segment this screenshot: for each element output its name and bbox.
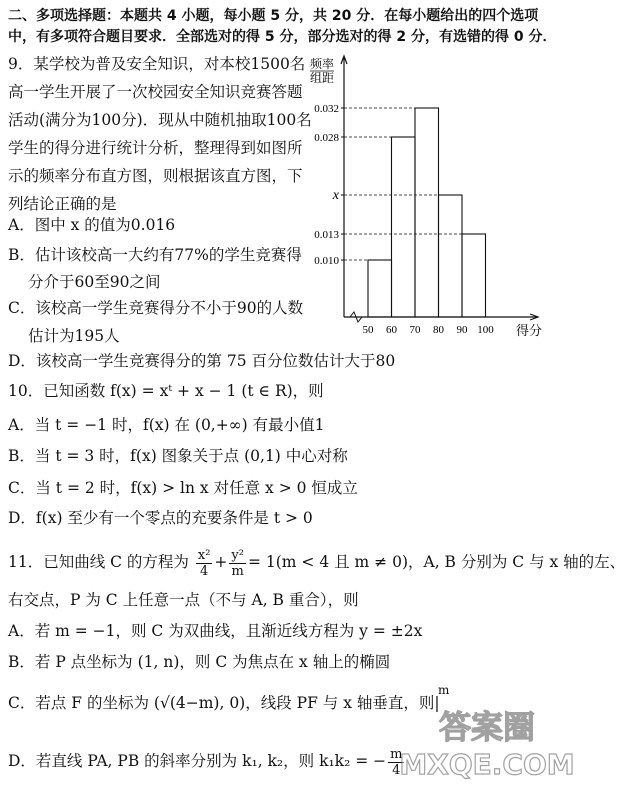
- q11-plus: +: [214, 553, 228, 571]
- q11-optd-num: m: [390, 746, 403, 762]
- section-header-line2: 中，有多项符合题目要求．全部选对的得 5 分，部分选对的得 2 分，有选错的得 0 分．: [8, 29, 557, 45]
- q11-option-c: C．若点 F 的坐标为 (√(4−m), 0)，线段 PF 与 x 轴垂直，则|: [8, 694, 440, 712]
- q9-option-c-cont: 估计为195人: [28, 327, 120, 345]
- q9-option-b: B．估计该校高一大约有77%的学生竞赛得: [8, 246, 302, 264]
- q11-frac2-num: y²: [231, 547, 244, 563]
- q11-option-b: B．若 P 点坐标为 (1, n)，则 C 为焦点在 x 轴上的椭圆: [8, 653, 391, 671]
- q11-stem-cont: 右交点，P 为 C 上任意一点（不与 A, B 重合），则: [8, 591, 359, 609]
- x-tick-label: 80: [433, 324, 444, 336]
- x-axis-label: 得分: [516, 323, 543, 338]
- q11-stem-post: = 1(m < 4 且 m ≠ 0)，A, B 分别为 C 与 x 轴的左、: [247, 553, 625, 571]
- y-tick-label: x: [332, 188, 339, 203]
- x-tick-label: 90: [456, 324, 468, 336]
- q9-option-a: A．图中 x 的值为0.016: [8, 216, 176, 234]
- q11-frac1-den: 4: [200, 563, 209, 579]
- histogram-bar: [415, 108, 439, 317]
- q10-option-b: B．当 t = 3 时，f(x) 图象关于点 (0,1) 中心对称: [8, 447, 348, 465]
- q10-option-d: D．f(x) 至少有一个零点的充要条件是 t > 0: [8, 509, 313, 527]
- q10-stem: 10．已知函数 f(x) = xᵗ + x − 1 (t ∈ R)，则: [8, 382, 324, 400]
- histogram-bar: [392, 137, 416, 317]
- section-header-line1: 二、多项选择题：本题共 4 小题，每小题 5 分，共 20 分．在每小题给出的四个选项: [8, 8, 539, 24]
- q11-stem-pre: 11．已知曲线 C 的方程为: [8, 553, 189, 571]
- x-tick-label: 70: [409, 324, 421, 336]
- q9-stem-line: 9．某学校为普及安全知识，对本校1500名: [8, 55, 306, 73]
- q11-frac1-num: x²: [197, 547, 211, 563]
- q9-stem-line: 高一学生开展了一次校园安全知识竞赛答题: [8, 83, 303, 101]
- q9-stem-line: 活动(满分为100分)．现从中随机抽取100名: [8, 111, 312, 129]
- y-tick-label: 0.028: [314, 132, 339, 144]
- q9-stem-line: 示的频率分布直方图，则根据该直方图，下: [8, 167, 303, 185]
- q9-option-d: D．该校高一学生竞赛得分的第 75 百分位数估计大于80: [8, 352, 396, 370]
- q10-option-a: A．当 t = −1 时，f(x) 在 (0,+∞) 有最小值1: [8, 416, 325, 434]
- frequency-histogram: [300, 52, 550, 337]
- q11-option-d-text: D．若直线 PA, PB 的斜率分别为 k₁, k₂，则 k₁k₂ = −: [8, 752, 387, 770]
- x-tick-label: 60: [386, 324, 397, 336]
- histogram-bar: [462, 234, 486, 317]
- histogram-bar: [368, 260, 392, 317]
- q11-option-c-sup: m: [438, 683, 450, 697]
- q11-optd-den: 4: [392, 762, 401, 778]
- q11-stem: [8, 545, 625, 579]
- q9-stem-line: 列结论正确的是: [8, 195, 117, 213]
- q9-option-b-cont: 分介于60至90之间: [28, 273, 161, 291]
- watermark-bottom: MXQE.COM: [399, 748, 575, 781]
- x-tick-label: 100: [477, 324, 494, 336]
- q9-stem-line: 学生的得分进行统计分析，整理得到如图所: [8, 139, 303, 157]
- q10-option-c: C．当 t = 2 时，f(x) > ln x 对任意 x > 0 恒成立: [8, 479, 358, 497]
- y-axis-label-bottom: 组距: [310, 71, 335, 85]
- x-tick-label: 50: [362, 324, 374, 336]
- q11-frac2-den: m: [231, 563, 244, 579]
- histogram-bar: [439, 195, 463, 317]
- q11-option-a: A．若 m = −1，则 C 为双曲线，且渐近线方程为 y = ±2x: [8, 622, 423, 640]
- q11-fraction-x: [196, 548, 213, 579]
- q9-option-c: C．该校高一学生竞赛得分不小于90的人数: [8, 299, 304, 317]
- y-tick-label: 0.010: [314, 255, 339, 267]
- q11-option-d: [8, 743, 406, 779]
- y-tick-label: 0.032: [314, 103, 339, 115]
- y-tick-label: 0.013: [314, 229, 339, 241]
- watermark-top: 答案圈: [438, 708, 536, 746]
- q11-fraction-y: [229, 548, 246, 579]
- y-axis-label-top: 频率: [310, 57, 335, 71]
- watermark-logo: [399, 700, 575, 782]
